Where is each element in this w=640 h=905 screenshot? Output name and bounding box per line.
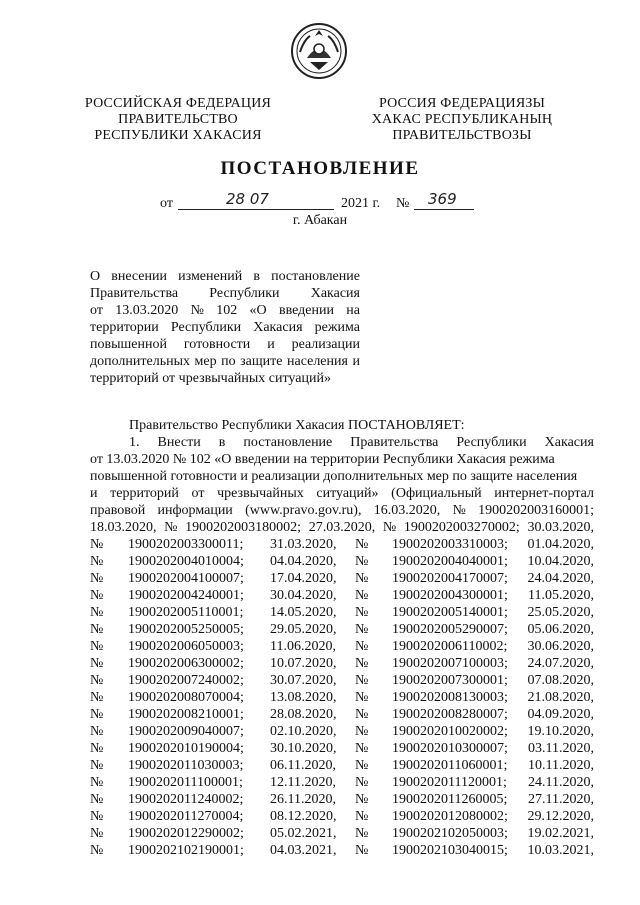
paragraph-word: правовой — [90, 503, 146, 518]
registry-number: 1900202006300002; — [128, 656, 244, 671]
registry-number: 1900202003310003; — [392, 537, 508, 552]
paragraph-word: информации — [157, 503, 233, 518]
paragraph-word: чрезвычайных — [217, 486, 304, 501]
paragraph-word: территорий — [110, 486, 179, 501]
paragraph-word: и — [90, 486, 98, 501]
paragraph-word: (www.pravo.gov.ru), — [245, 503, 362, 518]
publication-date: 19.10.2020, — [527, 724, 594, 739]
subject-word: «О — [249, 303, 267, 318]
subject-line — [90, 268, 360, 285]
subject-word: реализации — [291, 337, 360, 352]
registry-number: 1900202004040001; — [392, 554, 508, 569]
number-sign: № — [90, 588, 104, 603]
number-sign: № — [355, 554, 369, 569]
registry-number: 1900202011240002; — [128, 792, 244, 807]
paragraph-word: Правительства — [350, 435, 439, 450]
registry-row — [90, 724, 594, 741]
subject-word: и — [352, 354, 360, 369]
registry-number: 1900202010300007; — [392, 741, 508, 756]
coat-of-arms-icon — [290, 22, 348, 80]
publication-date: 24.07.2020, — [527, 656, 594, 671]
publication-date: 06.11.2020, — [270, 758, 336, 773]
registry-number: 1900202010190004; — [128, 741, 244, 756]
number-sign: № — [90, 656, 104, 671]
number-sign: № — [355, 656, 369, 671]
document-title: ПОСТАНОВЛЕНИЕ — [220, 158, 420, 179]
publication-date: 08.12.2020, — [270, 809, 337, 824]
publication-date: 11.06.2020, — [270, 639, 336, 654]
paragraph-word: ситуаций» — [316, 486, 379, 501]
registry-row — [90, 639, 594, 656]
publication-date: 10.04.2020, — [527, 554, 594, 569]
paragraph-word: Хакасия — [544, 435, 594, 450]
number-sign: № — [90, 622, 104, 637]
publication-date: 05.06.2020, — [527, 622, 594, 637]
registry-number: 1900202005140001; — [392, 605, 508, 620]
publication-date: 01.04.2020, — [527, 537, 594, 552]
registry-row — [90, 843, 594, 860]
subject-word: повышенной — [90, 337, 167, 352]
paragraph-word: от — [191, 486, 205, 501]
publication-date: 31.03.2020, — [270, 537, 337, 552]
subject-word: О — [90, 269, 101, 284]
registry-number: 1900202006050003; — [128, 639, 244, 654]
paragraph-word: от 13.03.2020 № 102 «О введении на территории Республики Хакасия режима — [90, 452, 555, 467]
registry-number: 1900202007240002; — [128, 673, 244, 688]
publication-date: 02.10.2020, — [270, 724, 337, 739]
paragraph-word: № — [382, 520, 397, 535]
publication-date: 26.11.2020, — [270, 792, 336, 807]
number-sign: № — [355, 843, 369, 858]
registry-number: 1900202006110002; — [392, 639, 508, 654]
number-sign: № — [355, 690, 369, 705]
publication-date: 30.10.2020, — [270, 741, 337, 756]
header-left-line: РЕСПУБЛИКИ ХАКАСИЯ — [94, 128, 262, 143]
registry-row — [90, 741, 594, 758]
number-sign: № — [90, 758, 104, 773]
registry-number: 1900202004100007; — [128, 571, 244, 586]
publication-date: 28.08.2020, — [270, 707, 337, 722]
header-left-line: РОССИЙСКАЯ ФЕДЕРАЦИЯ — [84, 96, 272, 111]
header-right — [352, 96, 572, 144]
registry-number: 1900202005250005; — [128, 622, 244, 637]
number-sign: № — [355, 826, 369, 841]
publication-date: 07.08.2020, — [527, 673, 594, 688]
publication-date: 04.04.2020, — [270, 554, 337, 569]
subject-word: защите — [240, 354, 283, 369]
number-sign: № — [355, 571, 369, 586]
subject-word: Правительства — [90, 286, 179, 301]
header-right-line: ХАКАС РЕСПУБЛИКАНЫҢ — [371, 112, 553, 127]
registry-number: 1900202011100001; — [128, 775, 243, 790]
registry-number: 1900202102050003; — [392, 826, 508, 841]
number-sign: № — [355, 673, 369, 688]
publication-date: 29.05.2020, — [270, 622, 337, 637]
paragraph-word: № — [452, 503, 466, 518]
paragraph-word: Республики — [456, 435, 527, 450]
subject-line — [90, 336, 360, 353]
paragraph-word: 1. — [129, 435, 140, 450]
publication-date: 04.09.2020, — [527, 707, 594, 722]
number-sign: № — [90, 724, 104, 739]
registry-number: 1900202007100003; — [392, 656, 508, 671]
date-prefix: от — [160, 196, 173, 211]
number-sign: № — [90, 605, 104, 620]
number-sign: № — [355, 741, 369, 756]
subject-word: внесении — [111, 269, 167, 284]
paragraph-word: постановление — [243, 435, 333, 450]
registry-number: 1900202004240001; — [128, 588, 244, 603]
header-right-line: РОССИЯ ФЕДЕРАЦИЯЗЫ — [378, 96, 546, 111]
subject-word: дополнительных — [90, 354, 191, 369]
subject-word: территории — [90, 320, 159, 335]
registry-row — [90, 571, 594, 588]
registry-row — [90, 588, 594, 605]
registry-number: 1900202003300011; — [128, 537, 244, 552]
number-sign: № — [355, 707, 369, 722]
registry-number: 1900202007300001; — [392, 673, 508, 688]
publication-date: 10.03.2021, — [527, 843, 594, 858]
registry-number: 1900202012290002; — [128, 826, 244, 841]
publication-date: 05.02.2021, — [270, 826, 337, 841]
number-sign: № — [355, 809, 369, 824]
subject-word: изменений — [178, 269, 243, 284]
registry-row — [90, 537, 594, 554]
number-sign: № — [355, 537, 369, 552]
number-sign: № — [90, 537, 104, 552]
paragraph-line — [90, 520, 594, 536]
subject-word: населения — [287, 354, 348, 369]
registry-row — [90, 809, 594, 826]
paragraph-line — [90, 469, 594, 485]
paragraph-word: 1900202003270002; — [403, 520, 520, 535]
registry-number: 1900202008280007; — [392, 707, 508, 722]
paragraph-line — [90, 503, 594, 519]
number-sign: № — [90, 741, 104, 756]
paragraph-word: 1900202003160001; — [478, 503, 594, 518]
publication-date: 17.04.2020, — [270, 571, 337, 586]
publication-date: 29.12.2020, — [527, 809, 594, 824]
publication-date: 14.05.2020, — [270, 605, 337, 620]
date-year: 2021 г. — [341, 196, 381, 211]
number-sign: № — [355, 605, 369, 620]
number-sign: № — [90, 792, 104, 807]
registry-row — [90, 605, 594, 622]
subject-word: 13.03.2020 — [115, 303, 179, 318]
publication-date: 30.04.2020, — [270, 588, 337, 603]
subject-word: № — [190, 303, 204, 318]
registry-number: 1900202010020002; — [392, 724, 508, 739]
number-sign: № — [355, 622, 369, 637]
number-sign: № — [355, 639, 369, 654]
registry-number: 1900202005110001; — [128, 605, 244, 620]
registry-number: 1900202103040015; — [392, 843, 508, 858]
handwritten-date: 28 07 — [226, 190, 269, 208]
number-sign: № — [355, 758, 369, 773]
subject-word: готовности — [183, 337, 251, 352]
publication-date: 25.05.2020, — [527, 605, 594, 620]
number-sign: № — [90, 554, 104, 569]
registry-number: 1900202011030003; — [128, 758, 244, 773]
paragraph-line — [90, 452, 594, 468]
publication-date: 24.11.2020, — [528, 775, 594, 790]
registry-number: 1900202011060001; — [392, 758, 508, 773]
registry-row — [90, 758, 594, 775]
publication-date: 27.11.2020, — [528, 792, 594, 807]
paragraph-word: повышенной готовности и реализации дополнительных мер по защите населения — [90, 469, 578, 484]
registry-row — [90, 554, 594, 571]
publication-date: 13.08.2020, — [270, 690, 337, 705]
subject-word: Республики — [209, 286, 280, 301]
subject-word: введении — [278, 303, 334, 318]
number-sign: № — [355, 724, 369, 739]
registry-number: 1900202011120001; — [392, 775, 507, 790]
subject-word: Хакасия — [310, 286, 360, 301]
number-sign: № — [355, 588, 369, 603]
registry-number: 1900202004300001; — [392, 588, 508, 603]
publication-date: 03.11.2020, — [528, 741, 594, 756]
subject-word: постановление — [271, 269, 360, 284]
subject-word: территорий от чрезвычайных ситуаций» — [90, 371, 331, 386]
registry-number: 1900202008070004; — [128, 690, 244, 705]
registry-number: 1900202008210001; — [128, 707, 244, 722]
publication-date: 19.02.2021, — [527, 826, 594, 841]
registry-number: 1900202102190001; — [128, 843, 244, 858]
publication-date: 04.03.2021, — [270, 843, 337, 858]
publication-date: 11.05.2020, — [528, 588, 594, 603]
paragraph-word: 30.03.2020, — [527, 520, 594, 535]
subject-word: режима — [314, 320, 360, 335]
paragraph-line — [129, 435, 594, 451]
subject-word: в — [253, 269, 260, 284]
paragraph-word: 1900202003180002; — [185, 520, 302, 535]
subject-line — [90, 302, 360, 319]
publication-date: 10.11.2020, — [528, 758, 594, 773]
number-underline — [414, 209, 474, 210]
registry-number: 1900202005290007; — [392, 622, 508, 637]
subject-word: по — [221, 354, 236, 369]
subject-line — [90, 319, 360, 336]
registry-row — [90, 775, 594, 792]
publication-date: 10.07.2020, — [270, 656, 337, 671]
subject-word: 102 — [216, 303, 238, 318]
date-underline — [178, 209, 334, 210]
registry-number: 1900202011270004; — [128, 809, 244, 824]
registry-number: 1900202012080002; — [392, 809, 508, 824]
subject-word: Республики — [170, 320, 242, 335]
header-left — [78, 96, 278, 144]
registry-row — [90, 622, 594, 639]
subject-line — [90, 285, 360, 302]
number-sign: № — [90, 571, 104, 586]
number-sign: № — [90, 707, 104, 722]
paragraph-word: 27.03.2020, — [308, 520, 376, 535]
resolution-intro: Правительство Республики Хакасия ПОСТАНОВЛЯЕТ: — [129, 418, 465, 433]
number-sign: № — [355, 775, 369, 790]
publication-date: 24.04.2020, — [527, 571, 594, 586]
handwritten-number: 369 — [428, 190, 457, 208]
subject-word: от — [90, 303, 103, 318]
publication-date: 30.06.2020, — [527, 639, 594, 654]
paragraph-word: Внести — [157, 435, 201, 450]
registry-row — [90, 792, 594, 809]
subject-block — [90, 268, 360, 387]
registry-number: 1900202011260005; — [392, 792, 508, 807]
registry-row — [90, 673, 594, 690]
subject-line — [90, 370, 360, 387]
registry-row — [90, 707, 594, 724]
number-sign: № — [355, 792, 369, 807]
registry-number: 1900202004010004; — [128, 554, 244, 569]
subject-word: мер — [194, 354, 217, 369]
header-left-line: ПРАВИТЕЛЬСТВО — [118, 112, 238, 127]
number-sign: № — [90, 673, 104, 688]
number-sign: № — [90, 826, 104, 841]
number-sign: № — [90, 775, 104, 790]
number-label: № — [396, 196, 410, 211]
paragraph-word: № — [164, 520, 178, 535]
number-sign: № — [90, 639, 104, 654]
registry-row — [90, 690, 594, 707]
registry-number: 1900202004170007; — [392, 571, 508, 586]
header-right-line: ПРАВИТЕЛЬСТВОЗЫ — [392, 128, 532, 143]
number-sign: № — [90, 690, 104, 705]
subject-word: Хакасия — [253, 320, 303, 335]
paragraph-word: 18.03.2020, — [90, 520, 157, 535]
paragraph-word: (Официальный — [391, 486, 482, 501]
publication-date: 12.11.2020, — [270, 775, 336, 790]
subject-line — [90, 353, 360, 370]
publication-date: 30.07.2020, — [270, 673, 337, 688]
paragraph-word: интернет-портал — [494, 486, 594, 501]
paragraph-line — [90, 486, 594, 502]
registry-number: 1900202009040007; — [128, 724, 244, 739]
publication-date: 21.08.2020, — [527, 690, 594, 705]
registry-row — [90, 826, 594, 843]
subject-word: и — [267, 337, 275, 352]
city: г. Абакан — [292, 213, 348, 228]
number-sign: № — [90, 809, 104, 824]
paragraph-word: в — [218, 435, 226, 450]
registry-number: 1900202008130003; — [392, 690, 508, 705]
registry-row — [90, 656, 594, 673]
subject-word: на — [346, 303, 360, 318]
paragraph-word: 16.03.2020, — [373, 503, 441, 518]
number-sign: № — [90, 843, 104, 858]
